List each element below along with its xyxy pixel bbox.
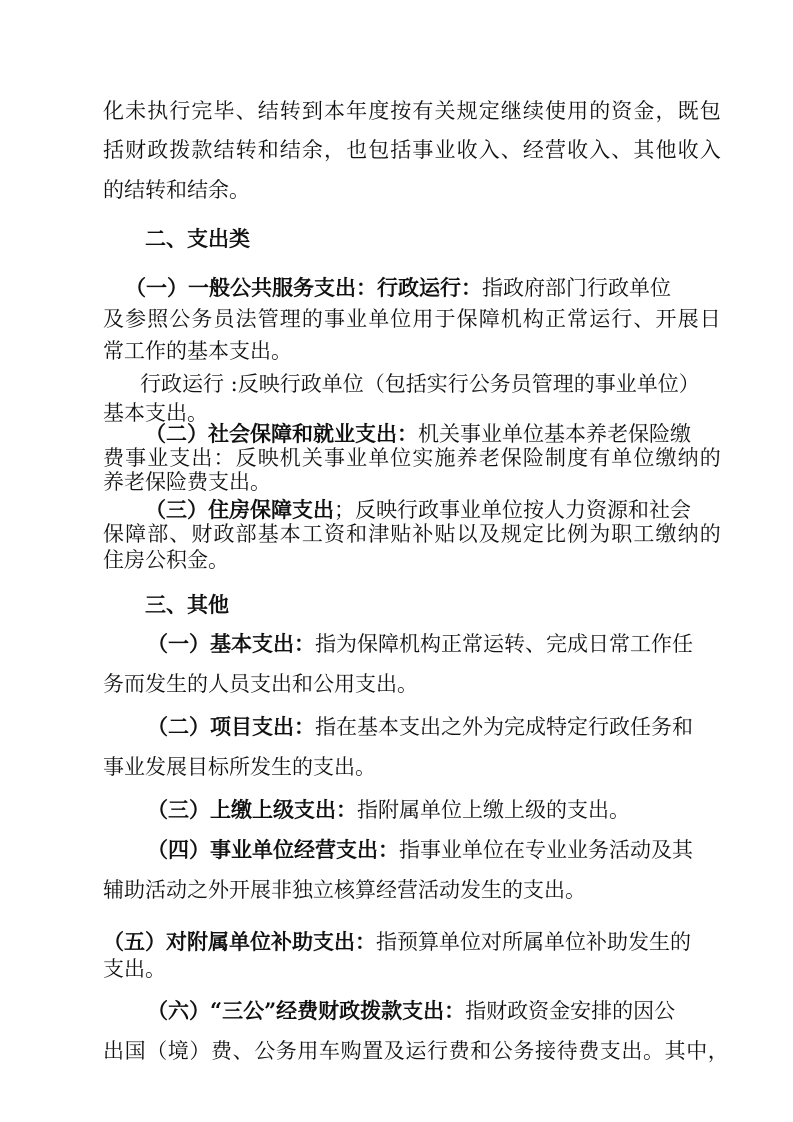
paragraph-line: [145, 423, 691, 445]
item-label: （五）对附属单位补助支出：: [103, 929, 376, 954]
paragraph-line: 括财政拨款结转和结余，也包括事业收入、经营收入、其他收入: [103, 138, 722, 162]
section-heading: 三、其他: [145, 592, 229, 617]
paragraph-line: [147, 633, 693, 655]
paragraph-line: 住房公积金。: [103, 548, 229, 572]
item-label: （三）住房保障支出: [145, 497, 334, 522]
item-text: 指在基本支出之外为完成特定行政任务和: [315, 715, 693, 739]
paragraph-line: [147, 839, 693, 861]
item-text: 指政府部门行政单位: [482, 276, 671, 300]
paragraph-line: 行政运行 :反映行政单位（包括实行公务员管理的事业单位）: [140, 372, 700, 396]
paragraph-line: 养老保险费支出。: [103, 470, 271, 494]
paragraph-line: 基本支出。: [103, 401, 208, 425]
paragraph-line: 化未执行完毕、结转到本年度按有关规定继续使用的资金，既包: [103, 99, 722, 123]
item-text: ；反映行政事业单位按人力资源和社会: [334, 498, 691, 522]
paragraph-line: [145, 499, 691, 521]
paragraph-line: 事业发展目标所发生的支出。: [103, 755, 376, 779]
item-label: （一）一般公共服务支出：行政运行：: [125, 275, 482, 300]
paragraph-line: 费事业支出：反映机关事业单位实施养老保险制度有单位缴纳的: [103, 446, 722, 470]
paragraph-line: [103, 931, 691, 953]
item-label: （一）基本支出：: [147, 631, 315, 656]
paragraph-line: 出国（境）费、公务用车购置及运行费和公务接待费支出。其中，: [103, 1039, 730, 1063]
item-label: （六）“三公”经费财政拨款支出：: [147, 998, 466, 1023]
item-text: 指为保障机构正常运转、完成日常工作任: [315, 632, 693, 656]
item-label: （二）项目支出：: [147, 714, 315, 739]
item-text: 指事业单位在专业业务活动及其: [399, 838, 693, 862]
paragraph-line: [125, 277, 671, 299]
paragraph-line: 务而发生的人员支出和公用支出。: [103, 672, 418, 696]
item-text: 指附属单位上缴上级的支出。: [357, 798, 630, 822]
item-label: （四）事业单位经营支出：: [147, 837, 399, 862]
item-text: 指财政资金安排的因公: [465, 999, 676, 1023]
paragraph-line: [147, 716, 693, 738]
paragraph-line: 辅助活动之外开展非独立核算经营活动发生的支出。: [103, 878, 586, 902]
paragraph-line: 常工作的基本支出。: [103, 339, 292, 363]
item-label: （二）社会保障和就业支出：: [145, 421, 418, 446]
section-heading: 二、支出类: [145, 226, 250, 251]
item-label: （三）上缴上级支出：: [147, 797, 357, 822]
paragraph-line: 保障部、财政部基本工资和津贴补贴以及规定比例为职工缴纳的: [103, 522, 722, 546]
paragraph-line: 及参照公务员法管理的事业单位用于保障机构正常运行、开展日: [103, 307, 722, 331]
item-text: 指预算单位对所属单位补助发生的: [376, 930, 691, 954]
paragraph-line: 的结转和结余。: [103, 178, 250, 202]
paragraph-line: [147, 1000, 675, 1022]
paragraph-line: [147, 799, 630, 821]
item-text: 机关事业单位基本养老保险缴: [418, 422, 691, 446]
paragraph-line: 支出。: [103, 957, 166, 981]
